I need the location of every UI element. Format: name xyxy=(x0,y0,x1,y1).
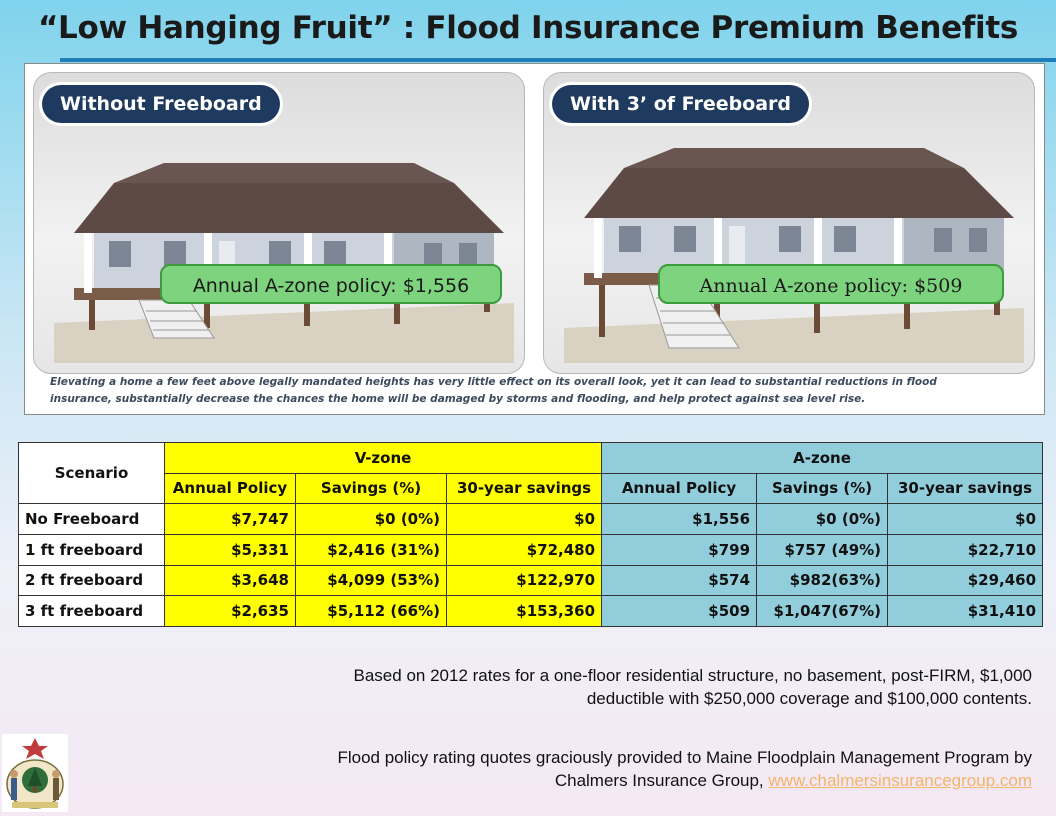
policy-label-with-freeboard: Annual A-zone policy: $509 xyxy=(658,264,1004,304)
scenario-header: Scenario xyxy=(19,443,165,504)
illustration-caption xyxy=(50,374,950,408)
house-elevated-icon xyxy=(564,123,1024,363)
a-policy-cell: $799 xyxy=(602,534,757,565)
column-header: Annual Policy xyxy=(165,473,296,504)
maine-state-seal-icon xyxy=(2,734,68,812)
note-line: Flood policy rating quotes graciously provided to Maine Floodplain Management Program by xyxy=(337,748,1032,767)
chalmers-link[interactable]: www.chalmersinsurancegroup.com xyxy=(768,771,1032,790)
column-header: 30-year savings xyxy=(447,473,602,504)
with-freeboard-badge: With 3’ of Freeboard xyxy=(552,85,809,123)
scenario-cell: 2 ft freeboard xyxy=(19,565,165,596)
note-line xyxy=(72,769,1032,792)
note-line: Based on 2012 rates for a one-floor residential structure, no basement, post-FIRM, $1,000 xyxy=(353,666,1032,685)
policy-label-without-freeboard: Annual A-zone policy: $1,556 xyxy=(160,264,502,304)
a-30yr-cell: $31,410 xyxy=(888,596,1043,627)
table-row xyxy=(19,534,1043,565)
v-30yr-cell: $122,970 xyxy=(447,565,602,596)
a-30yr-cell: $0 xyxy=(888,504,1043,535)
v-savings-cell: $0 (0%) xyxy=(296,504,447,535)
column-header: Annual Policy xyxy=(602,473,757,504)
v-policy-cell: $5,331 xyxy=(165,534,296,565)
a-policy-cell: $1,556 xyxy=(602,504,757,535)
a-savings-cell: $757 (49%) xyxy=(757,534,888,565)
scenario-cell: No Freeboard xyxy=(19,504,165,535)
v-30yr-cell: $0 xyxy=(447,504,602,535)
credit-note xyxy=(72,746,1032,792)
v-savings-cell: $5,112 (66%) xyxy=(296,596,447,627)
v-savings-cell: $2,416 (31%) xyxy=(296,534,447,565)
house-low-icon xyxy=(54,123,514,363)
scenario-cell: 3 ft freeboard xyxy=(19,596,165,627)
v-policy-cell: $3,648 xyxy=(165,565,296,596)
column-header: Savings (%) xyxy=(757,473,888,504)
a-policy-cell: $509 xyxy=(602,596,757,627)
freeboard-illustration xyxy=(24,63,1045,415)
caption-line: Elevating a home a few feet above legally mandated heights has very little effect on its overall look, yet it can lead to substantial reductions in flood xyxy=(50,376,937,388)
a-30yr-cell: $29,460 xyxy=(888,565,1043,596)
v-policy-cell: $2,635 xyxy=(165,596,296,627)
column-header: 30-year savings xyxy=(888,473,1043,504)
page-title: “Low Hanging Fruit” : Flood Insurance Premium Benefits xyxy=(37,10,1019,46)
v-policy-cell: $7,747 xyxy=(165,504,296,535)
panel-with-freeboard xyxy=(543,72,1035,374)
rate-basis-note xyxy=(112,664,1032,710)
credit-prefix: Chalmers Insurance Group, xyxy=(554,771,769,790)
without-freeboard-badge: Without Freeboard xyxy=(42,85,280,123)
title-rule xyxy=(60,58,1056,62)
v-30yr-cell: $153,360 xyxy=(447,596,602,627)
a-policy-cell: $574 xyxy=(602,565,757,596)
note-line: deductible with $250,000 coverage and $100,000 contents. xyxy=(586,689,1032,708)
panel-without-freeboard xyxy=(33,72,525,374)
v-30yr-cell: $72,480 xyxy=(447,534,602,565)
column-header: Savings (%) xyxy=(296,473,447,504)
a-30yr-cell: $22,710 xyxy=(888,534,1043,565)
a-savings-cell: $0 (0%) xyxy=(757,504,888,535)
v-savings-cell: $4,099 (53%) xyxy=(296,565,447,596)
a-savings-cell: $982(63%) xyxy=(757,565,888,596)
azone-header: A-zone xyxy=(602,443,1043,474)
a-savings-cell: $1,047(67%) xyxy=(757,596,888,627)
premium-table xyxy=(18,442,1043,627)
table-row xyxy=(19,596,1043,627)
scenario-cell: 1 ft freeboard xyxy=(19,534,165,565)
table-row xyxy=(19,565,1043,596)
vzone-header: V-zone xyxy=(165,443,602,474)
caption-line: insurance, substantially decrease the chances the home will be damaged by storms and flooding, and help protect against sea level rise. xyxy=(50,393,866,405)
table-row xyxy=(19,504,1043,535)
